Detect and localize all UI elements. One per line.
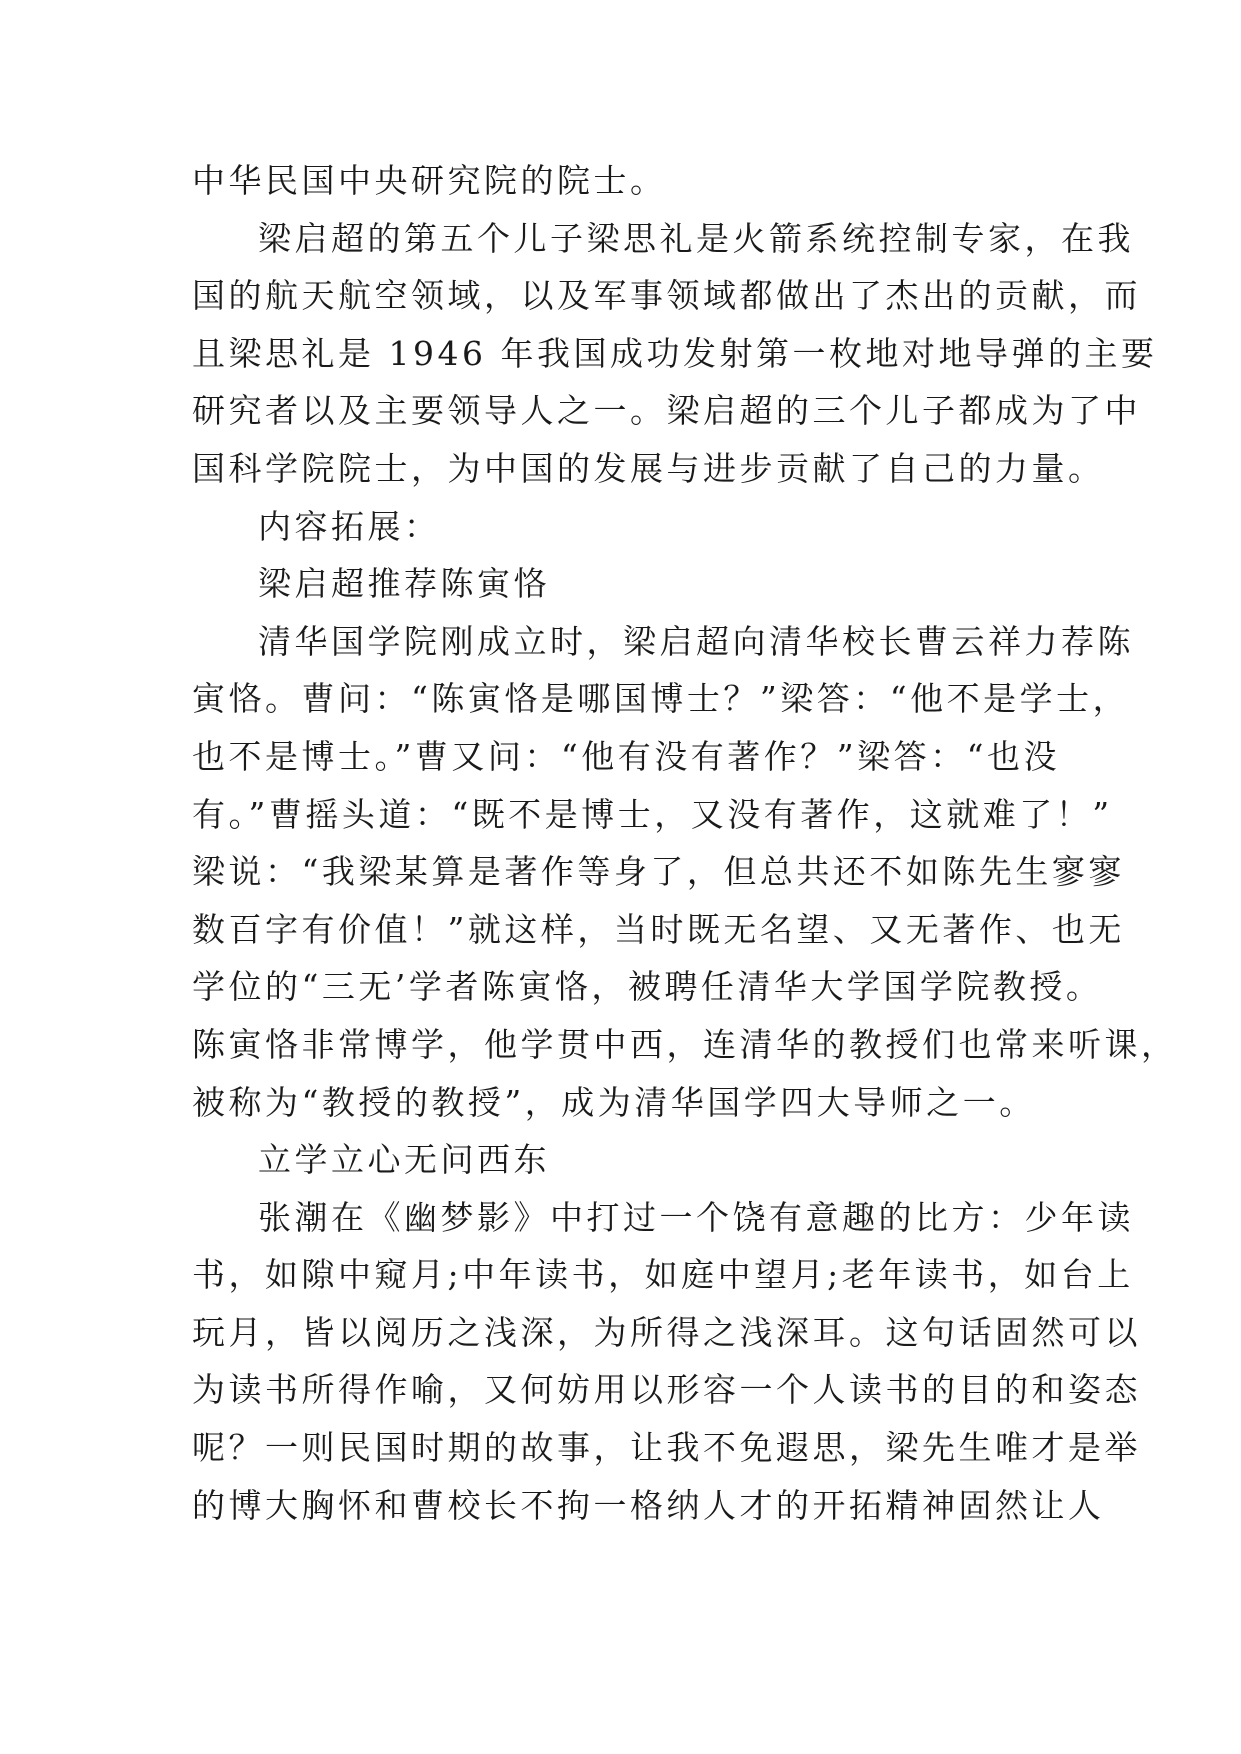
text-line: 清华国学院刚成立时，梁启超向清华校长曹云祥力荐陈 [258,621,1134,661]
text-line: 国科学院院士，为中国的发展与进步贡献了自己的力量。 [192,448,1105,488]
text-line: 呢？一则民国时期的故事，让我不免遐思，梁先生唯才是举 [192,1428,1141,1468]
text-line: 梁说：“我梁某算是著作等身了，但总共还不如陈先生寥寥 [192,852,1125,892]
text-line: 梁启超的第五个儿子梁思礼是火箭系统控制专家，在我 [258,218,1134,258]
text-line: 为读书所得作喻，又何妨用以形容一个人读书的目的和姿态 [192,1370,1141,1410]
section-label: 内容拓展： [258,506,441,546]
text-line: 也不是博士。”曹又问：“他有没有著作？”梁答：“也没 [192,736,1060,776]
text-line: 书，如隙中窥月;中年读书，如庭中望月;老年读书，如台上 [192,1255,1134,1295]
body-text [192,152,1178,1534]
text-line: 学位的“三无’学者陈寅恪，被聘任清华大学国学院教授。 [192,967,1103,1007]
section-heading: 立学立心无问西东 [258,1140,550,1180]
text-line: 国的航天航空领域，以及军事领域都做出了杰出的贡献，而 [192,276,1141,316]
section-heading: 梁启超推荐陈寅恪 [258,564,550,604]
text-line: 数百字有价值！”就这样，当时既无名望、又无著作、也无 [192,909,1125,949]
text-line: 玩月，皆以阅历之浅深，为所得之浅深耳。这句话固然可以 [192,1312,1141,1352]
text-line: 寅恪。曹问：“陈寅恪是哪国博士？”梁答：“他不是学士， [192,679,1130,719]
text-line: 陈寅恪非常博学，他学贯中西，连清华的教授们也常来听课， [192,1024,1178,1064]
text-line: 研究者以及主要领导人之一。梁启超的三个儿子都成为了中 [192,391,1141,431]
text-line: 张潮在《幽梦影》中打过一个饶有意趣的比方：少年读 [258,1197,1134,1237]
text-line: 的博大胸怀和曹校长不拘一格纳人才的开拓精神固然让人 [192,1485,1105,1525]
text-line: 中华民国中央研究院的院士。 [192,161,667,200]
text-line: 且梁思礼是 1946 年我国成功发射第一枚地对地导弹的主要 [192,333,1158,373]
text-line: 有。”曹摇头道：“既不是博士，又没有著作，这就难了！” [192,794,1113,834]
text-line: 被称为“教授的教授”，成为清华国学四大导师之一。 [192,1082,1036,1122]
